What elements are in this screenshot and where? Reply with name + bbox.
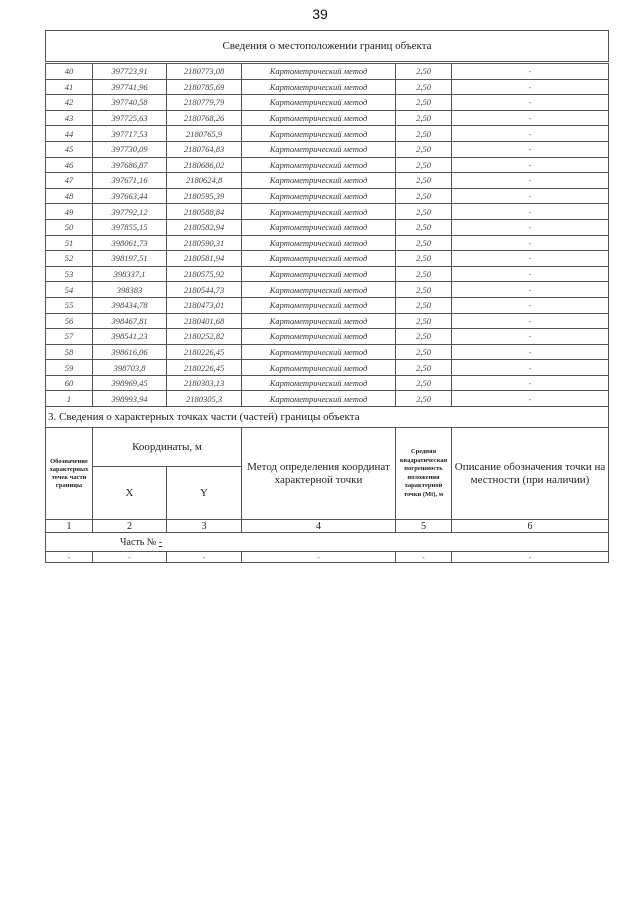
table-row xyxy=(46,157,609,173)
empty-cell: - xyxy=(167,552,242,563)
empty-cell: - xyxy=(242,552,396,563)
rms-value: 2,50 xyxy=(396,79,452,95)
rms-value: 2,50 xyxy=(396,157,452,173)
section3-title: 3. Сведения о характерных точках части (частей) границы объекта xyxy=(46,407,609,428)
coord-x: 397855,15 xyxy=(93,219,167,235)
point-number: 51 xyxy=(46,235,93,251)
column-index: 5 xyxy=(396,520,452,533)
method: Картометрический метод xyxy=(242,391,396,407)
point-number: 41 xyxy=(46,79,93,95)
coord-x: 397725,63 xyxy=(93,110,167,126)
column-index: 6 xyxy=(452,520,609,533)
method: Картометрический метод xyxy=(242,126,396,142)
rms-value: 2,50 xyxy=(396,375,452,391)
point-number: 54 xyxy=(46,282,93,298)
boundary-sheet xyxy=(45,30,608,563)
coord-x: 397730,09 xyxy=(93,141,167,157)
point-description: - xyxy=(452,95,609,111)
method: Картометрический метод xyxy=(242,204,396,220)
column-index: 4 xyxy=(242,520,396,533)
coord-x: 397741,96 xyxy=(93,79,167,95)
rms-value: 2,50 xyxy=(396,219,452,235)
column-index: 2 xyxy=(93,520,167,533)
header-description: Описание обозначения точки на местности (при наличии) xyxy=(452,428,609,520)
title-row xyxy=(46,31,609,63)
rms-value: 2,50 xyxy=(396,266,452,282)
table-row xyxy=(46,126,609,142)
method: Картометрический метод xyxy=(242,157,396,173)
method: Картометрический метод xyxy=(242,79,396,95)
point-number: 47 xyxy=(46,173,93,189)
rms-value: 2,50 xyxy=(396,63,452,80)
method: Картометрический метод xyxy=(242,360,396,376)
rms-value: 2,50 xyxy=(396,360,452,376)
table-row xyxy=(46,266,609,282)
point-description: - xyxy=(452,141,609,157)
section3-header-row-1 xyxy=(46,428,609,467)
point-description: - xyxy=(452,204,609,220)
column-index: 3 xyxy=(167,520,242,533)
header-point-designation: Обозначение характерных точек части границы xyxy=(46,428,93,520)
part-empty-row xyxy=(46,552,609,563)
table-row xyxy=(46,360,609,376)
table-row xyxy=(46,344,609,360)
coord-y: 2180575,92 xyxy=(167,266,242,282)
point-description: - xyxy=(452,188,609,204)
method: Картометрический метод xyxy=(242,110,396,126)
coord-y: 2180582,94 xyxy=(167,219,242,235)
table-row xyxy=(46,95,609,111)
column-index: 1 xyxy=(46,520,93,533)
coord-y: 2180779,79 xyxy=(167,95,242,111)
page-number: 39 xyxy=(312,6,328,22)
header-x: X xyxy=(93,467,167,520)
rms-value: 2,50 xyxy=(396,391,452,407)
coord-x: 397717,53 xyxy=(93,126,167,142)
header-rms: Средняя квадратическая погрешность положения характерной точки (Mt), м xyxy=(396,428,452,520)
point-number: 55 xyxy=(46,297,93,313)
method: Картометрический метод xyxy=(242,375,396,391)
point-number: 59 xyxy=(46,360,93,376)
empty-cell: - xyxy=(46,552,93,563)
point-description: - xyxy=(452,157,609,173)
coord-y: 2180773,08 xyxy=(167,63,242,80)
rms-value: 2,50 xyxy=(396,235,452,251)
method: Картометрический метод xyxy=(242,251,396,267)
method: Картометрический метод xyxy=(242,188,396,204)
point-description: - xyxy=(452,313,609,329)
point-number: 43 xyxy=(46,110,93,126)
table-row xyxy=(46,329,609,345)
coord-y: 2180226,45 xyxy=(167,360,242,376)
rms-value: 2,50 xyxy=(396,126,452,142)
coord-y: 2180764,83 xyxy=(167,141,242,157)
coord-x: 398061,73 xyxy=(93,235,167,251)
coord-y: 2180226,45 xyxy=(167,344,242,360)
method: Картометрический метод xyxy=(242,173,396,189)
coord-x: 397671,16 xyxy=(93,173,167,189)
coord-y: 2180590,31 xyxy=(167,235,242,251)
coord-x: 398969,45 xyxy=(93,375,167,391)
rms-value: 2,50 xyxy=(396,251,452,267)
point-description: - xyxy=(452,251,609,267)
column-index-row xyxy=(46,520,609,533)
method: Картометрический метод xyxy=(242,266,396,282)
coord-y: 2180252,82 xyxy=(167,329,242,345)
method: Картометрический метод xyxy=(242,329,396,345)
rms-value: 2,50 xyxy=(396,141,452,157)
point-description: - xyxy=(452,375,609,391)
table-row xyxy=(46,173,609,189)
table-row xyxy=(46,79,609,95)
coord-y: 2180473,01 xyxy=(167,297,242,313)
point-number: 44 xyxy=(46,126,93,142)
coord-x: 397686,87 xyxy=(93,157,167,173)
rms-value: 2,50 xyxy=(396,173,452,189)
table-row xyxy=(46,391,609,407)
coord-x: 397663,44 xyxy=(93,188,167,204)
point-description: - xyxy=(452,282,609,298)
table-row xyxy=(46,375,609,391)
coord-x: 398993,94 xyxy=(93,391,167,407)
rms-value: 2,50 xyxy=(396,204,452,220)
point-number: 45 xyxy=(46,141,93,157)
point-description: - xyxy=(452,297,609,313)
coord-x: 398337,1 xyxy=(93,266,167,282)
coord-y: 2180768,26 xyxy=(167,110,242,126)
method: Картометрический метод xyxy=(242,297,396,313)
point-description: - xyxy=(452,360,609,376)
table-row xyxy=(46,219,609,235)
table-row xyxy=(46,235,609,251)
rms-value: 2,50 xyxy=(396,344,452,360)
coord-y: 2180305,3 xyxy=(167,391,242,407)
point-number: 56 xyxy=(46,313,93,329)
coord-x: 398383 xyxy=(93,282,167,298)
table-row xyxy=(46,63,609,80)
point-description: - xyxy=(452,110,609,126)
empty-cell: - xyxy=(396,552,452,563)
point-description: - xyxy=(452,391,609,407)
coord-y: 2180624,8 xyxy=(167,173,242,189)
table-row xyxy=(46,282,609,298)
coord-y: 2180303,13 xyxy=(167,375,242,391)
method: Картометрический метод xyxy=(242,141,396,157)
table-row xyxy=(46,251,609,267)
coord-x: 397740,58 xyxy=(93,95,167,111)
point-number: 52 xyxy=(46,251,93,267)
part-row xyxy=(46,533,609,552)
point-number: 53 xyxy=(46,266,93,282)
header-coordinates: Координаты, м xyxy=(93,428,242,467)
coord-y: 2180785,69 xyxy=(167,79,242,95)
rms-value: 2,50 xyxy=(396,313,452,329)
method: Картометрический метод xyxy=(242,344,396,360)
rms-value: 2,50 xyxy=(396,282,452,298)
rms-value: 2,50 xyxy=(396,329,452,345)
rms-value: 2,50 xyxy=(396,110,452,126)
method: Картометрический метод xyxy=(242,282,396,298)
point-number: 50 xyxy=(46,219,93,235)
coord-x: 398197,51 xyxy=(93,251,167,267)
coord-y: 2180686,02 xyxy=(167,157,242,173)
coord-x: 398616,06 xyxy=(93,344,167,360)
table-row xyxy=(46,204,609,220)
point-description: - xyxy=(452,344,609,360)
coord-x: 398467,81 xyxy=(93,313,167,329)
coord-y: 2180581,94 xyxy=(167,251,242,267)
rms-value: 2,50 xyxy=(396,95,452,111)
point-number: 40 xyxy=(46,63,93,80)
rms-value: 2,50 xyxy=(396,297,452,313)
table-row xyxy=(46,110,609,126)
part-label-cell xyxy=(46,533,609,552)
boundary-table xyxy=(45,30,609,563)
part-label: Часть № xyxy=(120,536,157,548)
point-number: 46 xyxy=(46,157,93,173)
point-description: - xyxy=(452,126,609,142)
point-number: 48 xyxy=(46,188,93,204)
coord-x: 398434,78 xyxy=(93,297,167,313)
coord-x: 398703,8 xyxy=(93,360,167,376)
coord-x: 398541,23 xyxy=(93,329,167,345)
part-value: - xyxy=(158,536,163,548)
table-row xyxy=(46,141,609,157)
point-number: 58 xyxy=(46,344,93,360)
empty-cell: - xyxy=(93,552,167,563)
point-description: - xyxy=(452,235,609,251)
point-number: 57 xyxy=(46,329,93,345)
point-number: 1 xyxy=(46,391,93,407)
header-y: Y xyxy=(167,467,242,520)
point-number: 49 xyxy=(46,204,93,220)
point-description: - xyxy=(452,79,609,95)
rms-value: 2,50 xyxy=(396,188,452,204)
point-description: - xyxy=(452,329,609,345)
table-row xyxy=(46,313,609,329)
table-row xyxy=(46,297,609,313)
coord-x: 397792,12 xyxy=(93,204,167,220)
table-title: Сведения о местоположении границ объекта xyxy=(46,31,609,63)
coord-x: 397723,91 xyxy=(93,63,167,80)
point-description: - xyxy=(452,266,609,282)
method: Картометрический метод xyxy=(242,63,396,80)
empty-cell: - xyxy=(452,552,609,563)
point-number: 42 xyxy=(46,95,93,111)
coord-y: 2180401,68 xyxy=(167,313,242,329)
point-description: - xyxy=(452,173,609,189)
method: Картометрический метод xyxy=(242,219,396,235)
section3-title-row xyxy=(46,407,609,428)
coord-y: 2180595,39 xyxy=(167,188,242,204)
header-method: Метод определения координат характерной точки xyxy=(242,428,396,520)
point-description: - xyxy=(452,219,609,235)
table-row xyxy=(46,188,609,204)
coord-y: 2180588,84 xyxy=(167,204,242,220)
method: Картометрический метод xyxy=(242,235,396,251)
method: Картометрический метод xyxy=(242,95,396,111)
coord-y: 2180544,73 xyxy=(167,282,242,298)
method: Картометрический метод xyxy=(242,313,396,329)
point-description: - xyxy=(452,63,609,80)
coord-y: 2180765,9 xyxy=(167,126,242,142)
point-number: 60 xyxy=(46,375,93,391)
